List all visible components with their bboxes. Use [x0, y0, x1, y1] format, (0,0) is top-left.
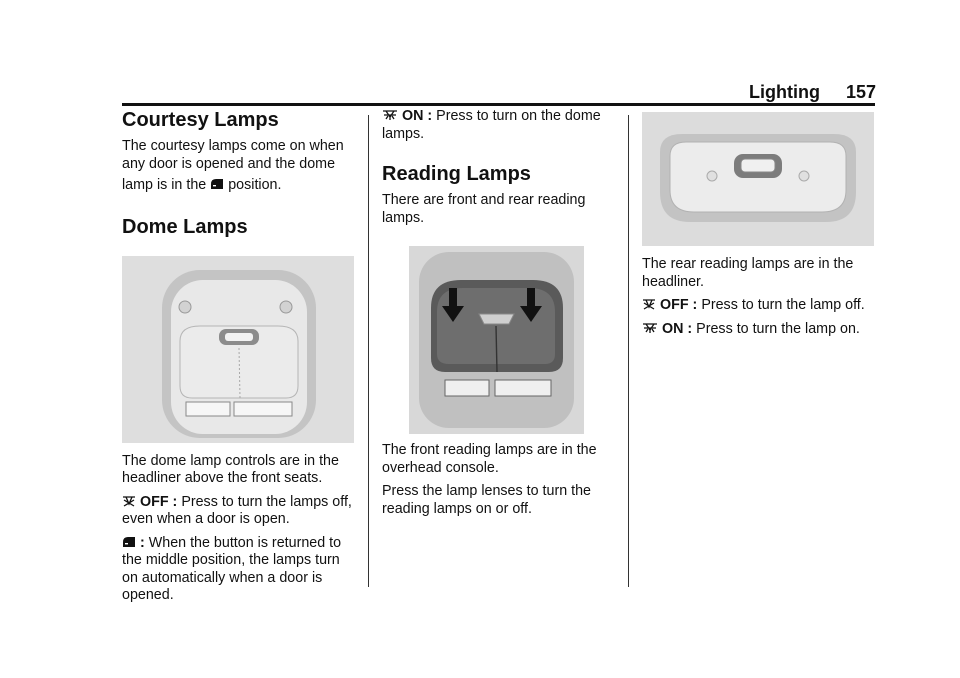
lamp-off-icon — [122, 495, 136, 507]
reading-lamps-intro: There are front and rear reading lamps. — [382, 192, 586, 226]
header-rule — [122, 103, 875, 106]
dome-door-text: When the button is returned to the middle position, the lamps turn on automatically when a door is opened. — [122, 534, 342, 603]
dome-on-item — [382, 108, 612, 143]
rear-on-label: ON : — [662, 320, 693, 337]
courtesy-lamps-heading: Courtesy Lamps — [122, 109, 279, 131]
reading-press-text: Press the lamp lenses to turn the reading lamps on or off. — [382, 483, 592, 517]
lamp-on-icon — [642, 322, 658, 334]
dome-off-text: Press to turn the lamps off, even when a door is open. — [122, 493, 352, 527]
dome-lamp-figure — [122, 256, 354, 443]
rear-reading-lamps-figure — [642, 112, 877, 246]
column-1 — [122, 108, 354, 605]
door-icon — [210, 178, 224, 190]
dome-off-item — [122, 494, 354, 529]
front-reading-lamps-caption: The front reading lamps are in the overhead console. — [382, 442, 597, 476]
dome-off-label: OFF : — [140, 493, 178, 510]
column-rule-1 — [368, 115, 369, 587]
dome-lamp-caption: The dome lamp controls are in the headliner above the front seats. — [122, 452, 339, 486]
reading-lamps-heading: Reading Lamps — [382, 163, 531, 185]
dome-door-label: : — [140, 534, 145, 551]
column-3 — [642, 108, 877, 338]
rear-off-text: Press to turn the lamp off. — [701, 297, 865, 313]
column-rule-2 — [628, 115, 629, 587]
rear-on-text: Press to turn the lamp on. — [696, 320, 860, 337]
front-reading-lamps-figure — [409, 246, 612, 434]
courtesy-lamps-body-2 — [122, 177, 354, 195]
dome-lamps-heading: Dome Lamps — [122, 215, 248, 238]
column-2 — [382, 108, 612, 518]
dome-on-text: Press to turn on the dome lamps. — [382, 108, 601, 142]
lamp-off-icon — [642, 298, 656, 310]
lamp-on-icon — [382, 109, 398, 121]
dome-on-label: ON : — [402, 108, 433, 124]
rear-off-item — [642, 297, 877, 315]
courtesy-lamps-body-2b: position. — [228, 177, 282, 193]
door-icon — [122, 536, 136, 548]
courtesy-lamps-body: The courtesy lamps come on when any door is opened and the dome — [122, 138, 344, 172]
courtesy-lamps-body-2a: lamp is in the — [122, 177, 207, 193]
rear-on-item — [642, 321, 877, 339]
rear-reading-lamps-caption: The rear reading lamps are in the headliner. — [642, 256, 854, 290]
section-title: Lighting — [748, 82, 820, 102]
running-header — [749, 82, 876, 103]
page-number: 157 — [845, 82, 876, 102]
dome-door-item — [122, 535, 354, 605]
rear-off-label: OFF : — [660, 297, 698, 313]
